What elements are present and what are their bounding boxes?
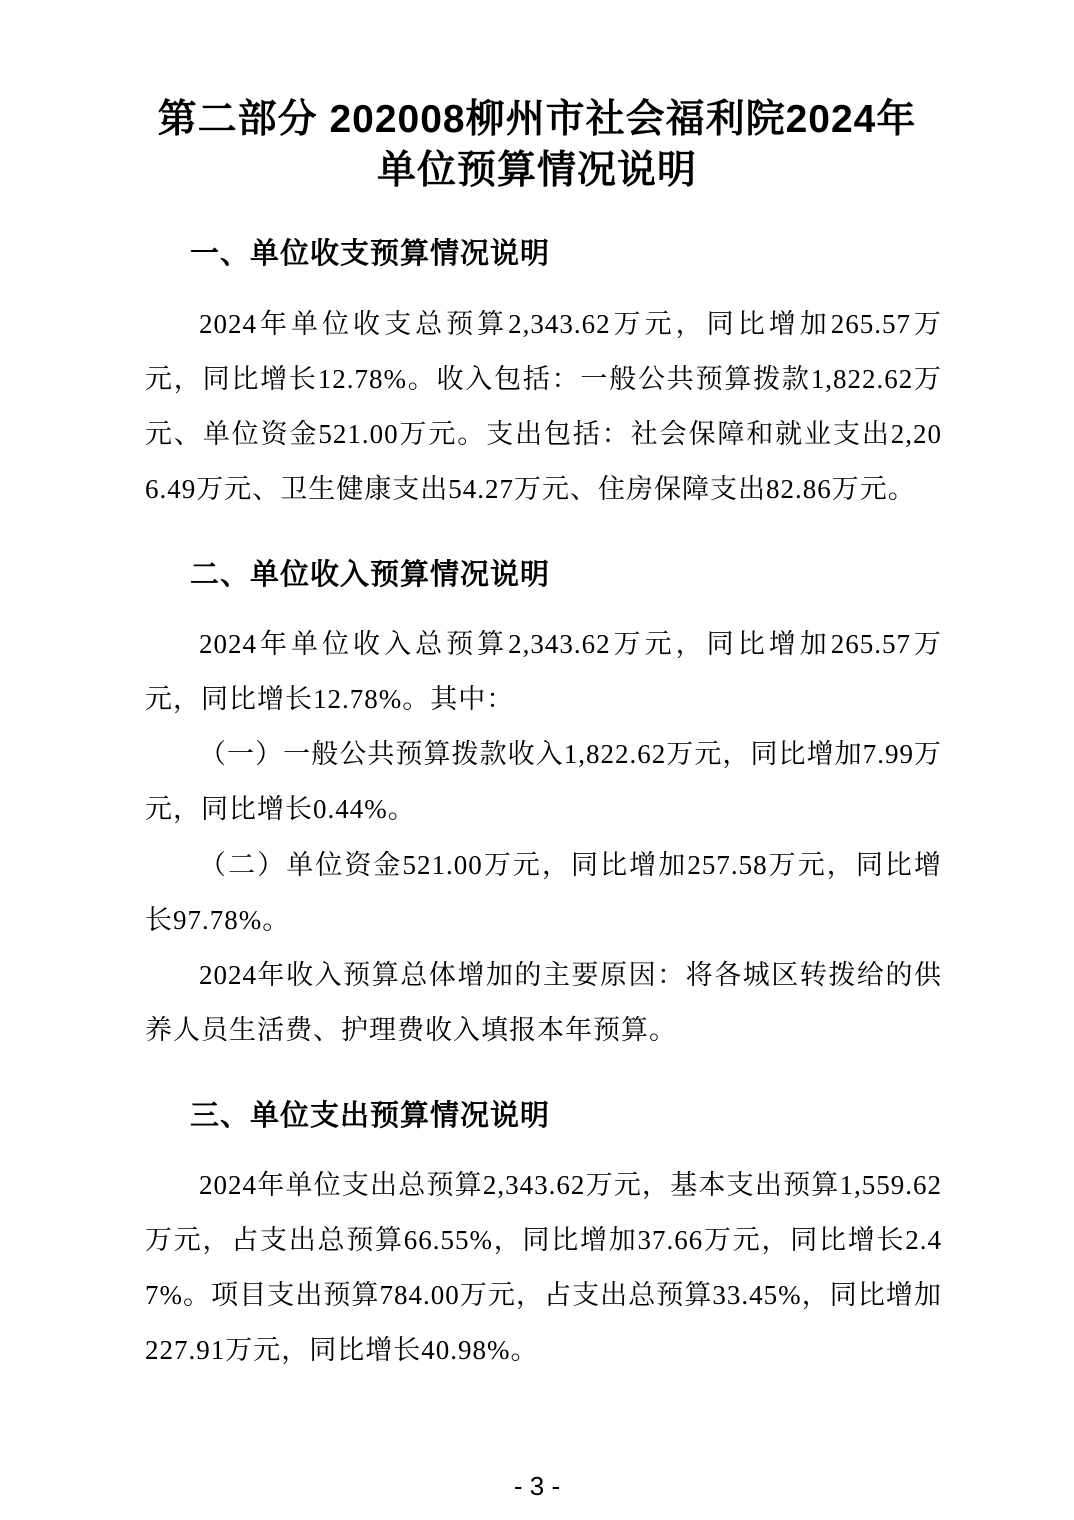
paragraph: 2024年单位支出总预算2,343.62万元，基本支出预算1,559.62万元，占支出总预算66.55%，同比增加37.66万元，同比增长2.47%。项目支出预算784.00万元，占支出总预算33.45%，同比增加227.91万元，同比增长40.98%。: [145, 1170, 942, 1366]
section-heading-1: 一、单位收支预算情况说明: [190, 238, 551, 271]
paragraph: 2024年单位收入总预算2,343.62万元，同比增加265.57万元，同比增长12.78%。其中：: [145, 629, 942, 715]
document-title-line-1: 第二部分 202008柳州市社会福利院2024年: [157, 98, 917, 141]
section-expense-budget: [145, 1098, 942, 1379]
document-body: [145, 236, 942, 1378]
page-number: - 3 -: [513, 1471, 561, 1501]
section-income-budget: [145, 557, 942, 1058]
section-income-expense-overview: [145, 236, 942, 517]
paragraph: 2024年收入预算总体增加的主要原因：将各城区转拨给的供养人员生活费、护理费收入填报本年预算。: [145, 959, 942, 1045]
section-heading-3: 三、单位支出预算情况说明: [190, 1099, 551, 1132]
paragraph: （二）单位资金521.00万元，同比增加257.58万元，同比增长97.78%。: [145, 849, 942, 935]
paragraph: （一）一般公共预算拨款收入1,822.62万元，同比增加7.99万元，同比增长0.44%。: [145, 739, 942, 825]
paragraph: 2024年单位收支总预算2,343.62万元，同比增加265.57万元，同比增长12.78%。收入包括：一般公共预算拨款1,822.62万元、单位资金521.00万元。支出包括：社会保障和就业支出2,206.49万元、卫生健康支出54.27万元、住房保障支出82.86万元。: [145, 308, 942, 504]
document-title: [117, 95, 957, 196]
section-heading-2: 二、单位收入预算情况说明: [190, 558, 551, 591]
document-title-line-2: 单位预算情况说明: [376, 148, 697, 192]
